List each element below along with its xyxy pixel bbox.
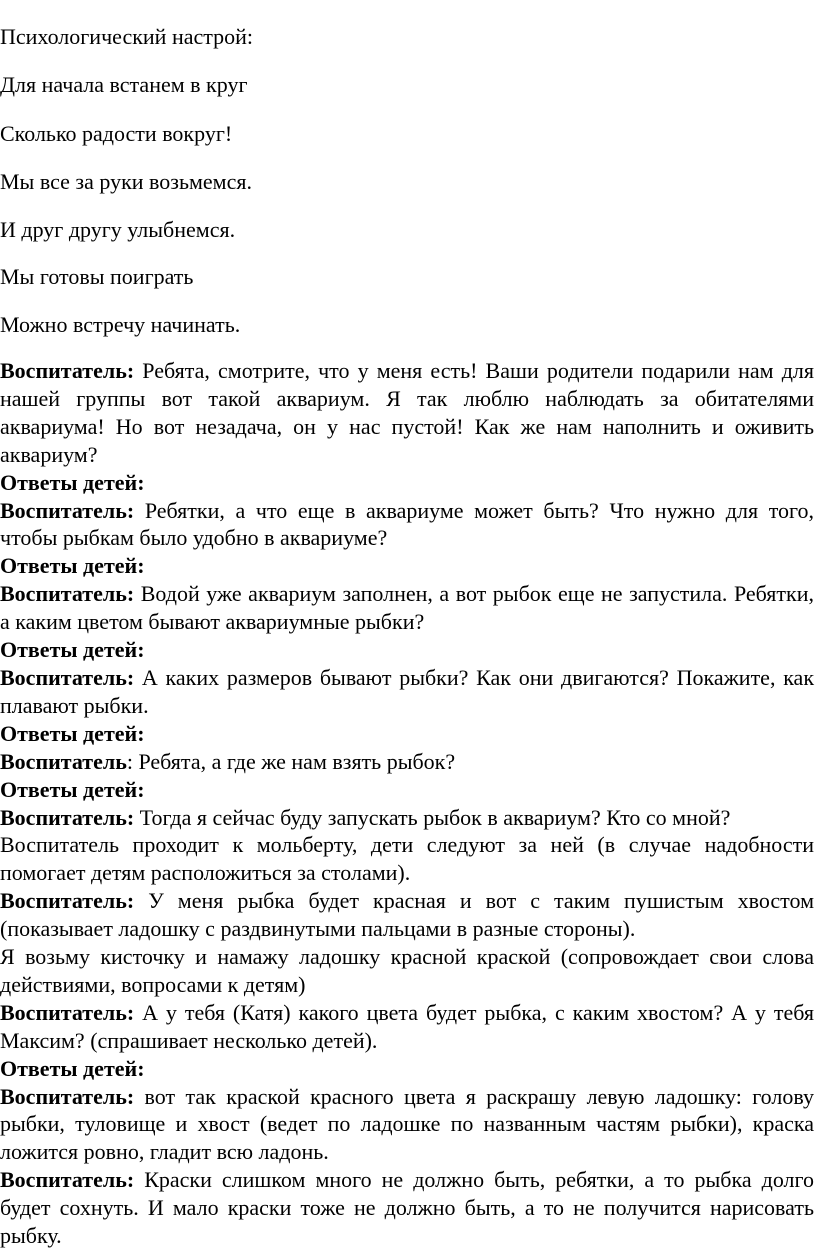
dialog-text: Краски слишком много не должно быть, ребятки, а то рыбка долго будет сохнуть. И мало краски тоже не должно быть, а то не получится нарисовать рыбку. [0, 1167, 815, 1249]
children-answers [0, 469, 814, 497]
dialog-text: Ребятки, а что еще в аквариуме может быть? Что нужно для того, чтобы рыбкам было удобно в аквариуме? [0, 497, 814, 551]
dialog-paragraph [0, 1083, 814, 1167]
dialog-text: Воспитатель проходит к мольберту, дети следуют за ней (в случае надобности помогает детям расположиться за столами). [0, 832, 814, 886]
dialog-text: : Ребята, а где же нам взять рыбок? [126, 748, 456, 774]
children-answers [0, 720, 814, 748]
dialog-text: Я возьму кисточку и намажу ладошку красной краской (сопровождает свои слова действиями, вопросами к детям) [0, 944, 814, 997]
speaker-children: Ответы детей: [0, 469, 145, 495]
speaker-teacher: Воспитатель: [0, 804, 135, 830]
dialog-paragraph [0, 748, 814, 776]
dialog-paragraph [0, 943, 814, 999]
dialog-paragraph [0, 357, 814, 469]
dialog-paragraph [0, 831, 814, 887]
speaker-teacher: Воспитатель: [0, 888, 135, 914]
poem-line-5: Мы готовы поиграть [0, 264, 194, 289]
speaker-teacher: Воспитатель: [0, 358, 135, 383]
speaker-teacher: Воспитатель: [0, 1167, 135, 1193]
speaker-children: Ответы детей: [0, 553, 145, 579]
dialog-text: У меня рыбка будет красная и вот с таким пушистым хвостом (показывает ладошку с раздвинутыми пальцами в разные стороны). [0, 888, 815, 942]
speaker-children: Ответы детей: [0, 776, 145, 802]
dialog-paragraph [0, 580, 814, 636]
speaker-teacher: Воспитатель: [0, 664, 135, 690]
poem-line-4: И друг другу улыбнемся. [0, 217, 236, 242]
dialog-text: Ребята, смотрите, что у меня есть! Ваши родители подарили нам для нашей группы вот такой аквариум. Я так люблю наблюдать за обитателями аквариума! Но вот незадача, он у нас пустой! Как же нам наполнить и оживить аквариум? [0, 358, 815, 467]
speaker-children: Ответы детей: [0, 720, 145, 746]
dialog-paragraph [0, 804, 814, 832]
poem-line-1: Для начала встанем в круг [0, 72, 248, 97]
speaker-teacher: Воспитатель: [0, 497, 135, 523]
dialog-text: Водой уже аквариум заполнен, а вот рыбок еще не запустила. Ребятки, а каким цветом бывают аквариумные рыбки? [0, 581, 815, 635]
dialog-paragraph [0, 887, 814, 943]
poem-line-6: Можно встречу начинать. [0, 312, 241, 337]
dialog-section [0, 357, 814, 1250]
dialog-paragraph [0, 1166, 814, 1250]
dialog-paragraph [0, 664, 814, 720]
children-answers [0, 1055, 814, 1083]
speaker-children: Ответы детей: [0, 1055, 145, 1081]
dialog-text: А у тебя (Катя) какого цвета будет рыбка, с каким хвостом? А у тебя Максим? (спрашивает несколько детей). [0, 999, 815, 1053]
children-answers [0, 776, 814, 804]
dialog-text: Тогда я сейчас буду запускать рыбок в аквариум? Кто со мной? [139, 804, 731, 830]
children-answers [0, 552, 814, 580]
poem-title: Психологический настрой: [0, 24, 254, 49]
dialog-text: вот так краской красного цвета я раскрашу левую ладошку: голову рыбки, туловище и хвост (ведет по ладошке по названным частям рыбки), краска ложится ровно, гладит всю ладонь. [0, 1083, 814, 1165]
speaker-teacher: Воспитатель: [0, 999, 135, 1025]
speaker-teacher: Воспитатель [0, 748, 127, 774]
dialog-paragraph [0, 999, 814, 1055]
dialog-text: А каких размеров бывают рыбки? Как они двигаются? Покажите, как плавают рыбки. [0, 664, 815, 718]
poem-line-2: Сколько радости вокруг! [0, 121, 233, 146]
dialog-paragraph [0, 497, 814, 553]
speaker-teacher: Воспитатель: [0, 1083, 135, 1109]
poem-line-3: Мы все за руки возьмемся. [0, 169, 252, 194]
speaker-teacher: Воспитатель: [0, 581, 135, 607]
children-answers [0, 636, 814, 664]
speaker-children: Ответы детей: [0, 637, 145, 663]
